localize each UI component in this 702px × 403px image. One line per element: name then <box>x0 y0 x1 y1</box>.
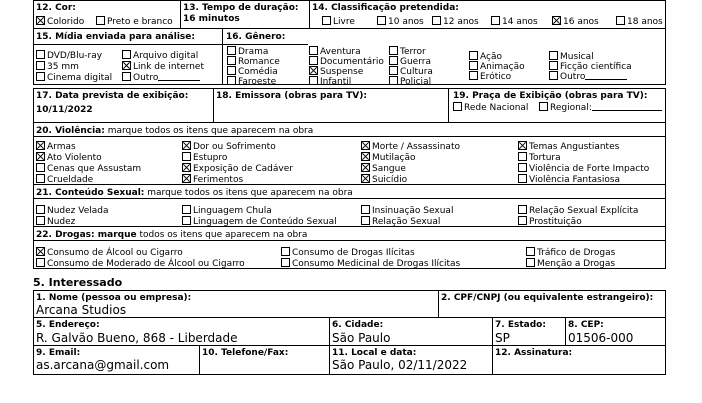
nome-value[interactable]: Arcana Studios <box>36 303 127 317</box>
option-preto-branco[interactable] <box>96 16 173 27</box>
option-regional[interactable] <box>539 102 662 113</box>
option-label: Colorido <box>47 17 85 27</box>
tempo-label: 13. Tempo de duração: <box>183 3 299 13</box>
option-label: Nudez Velada <box>47 206 109 216</box>
checkbox[interactable] <box>36 61 45 70</box>
option-arquivo-digital[interactable] <box>122 50 198 61</box>
field-endereco <box>33 317 330 346</box>
option-16-anos[interactable] <box>552 16 599 27</box>
assinatura-label: 12. Assinatura: <box>495 348 573 358</box>
tempo-value[interactable]: 16 minutos <box>183 14 240 24</box>
option-label: Documentário <box>320 57 384 67</box>
option-label: Violência Fantasiosa <box>529 175 621 185</box>
checkbox[interactable] <box>518 205 527 214</box>
option-label: Insinuação Sexual <box>372 206 454 216</box>
checkbox[interactable] <box>549 51 558 60</box>
field-cpf <box>438 290 666 318</box>
cep-label: 8. CEP: <box>568 320 604 330</box>
checkbox[interactable] <box>518 174 527 183</box>
outro-genero-line[interactable] <box>585 79 627 80</box>
checkbox[interactable] <box>36 216 45 225</box>
checkbox[interactable] <box>361 216 370 225</box>
option-label: Arquivo digital <box>133 51 199 61</box>
option-label: Preto e branco <box>107 17 173 27</box>
option-cenas-assustam[interactable] <box>36 163 141 174</box>
checkbox[interactable] <box>361 141 370 150</box>
option-label: Linguagem Chula <box>193 206 272 216</box>
checkbox[interactable] <box>122 72 131 81</box>
checkbox[interactable] <box>389 56 398 65</box>
cidade-label: 6. Cidade: <box>332 320 384 330</box>
checkbox[interactable] <box>469 51 478 60</box>
checkbox[interactable] <box>36 72 45 81</box>
option-dor-sofrimento[interactable] <box>182 141 276 152</box>
option-label: 35 mm <box>47 62 79 72</box>
checkbox[interactable] <box>36 205 45 214</box>
endereco-label: 5. Endereço: <box>36 320 100 330</box>
checkbox[interactable] <box>361 205 370 214</box>
option-policial[interactable] <box>389 76 431 87</box>
checkbox[interactable] <box>36 247 45 256</box>
estado-value[interactable]: SP <box>495 331 510 345</box>
option-relacao-explicita[interactable] <box>518 205 638 216</box>
option-rede-nacional[interactable] <box>453 102 528 113</box>
drogas-header <box>36 230 307 240</box>
checkbox[interactable] <box>182 141 191 150</box>
sexual-instruction: marque todos os itens que aparecem na obra <box>144 188 353 198</box>
checkbox[interactable] <box>322 16 331 25</box>
violencia-label: 20. Violência: <box>36 126 105 136</box>
option-14-anos[interactable] <box>491 16 538 27</box>
option-mutilacao[interactable] <box>361 152 415 163</box>
checkbox[interactable] <box>526 258 535 267</box>
field-telefone <box>199 345 330 375</box>
checkbox[interactable] <box>377 16 386 25</box>
option-label: Aventura <box>320 47 361 57</box>
option-label: Ato Violento <box>47 153 102 163</box>
option-label: Suicídio <box>372 175 408 185</box>
drogas-instruction-bold: marque <box>94 230 137 240</box>
option-label: Linguagem de Conteúdo Sexual <box>193 217 337 227</box>
checkbox[interactable] <box>36 152 45 161</box>
checkbox[interactable] <box>453 102 462 111</box>
option-label: Estupro <box>193 153 228 163</box>
option-drogas-ilicitas[interactable] <box>281 247 415 258</box>
checkbox[interactable] <box>518 216 527 225</box>
option-label: 16 anos <box>563 17 599 27</box>
option-label: Regional: <box>550 103 592 113</box>
cpf-label: 2. CPF/CNPJ (ou equivalente estrangeiro): <box>441 293 654 303</box>
option-label: Link de internet <box>133 62 204 72</box>
option-label: 14 anos <box>502 17 538 27</box>
option-label: Comédia <box>238 67 278 77</box>
field-tempo <box>180 0 310 29</box>
checkbox[interactable] <box>96 16 105 25</box>
checkbox[interactable] <box>539 102 548 111</box>
option-label: DVD/Blu-ray <box>47 51 103 61</box>
checkbox[interactable] <box>309 76 318 85</box>
option-label: Drama <box>238 47 269 57</box>
drogas-label: 22. Drogas: <box>36 230 95 240</box>
checkbox[interactable] <box>389 66 398 75</box>
option-sangue[interactable] <box>361 163 406 174</box>
checkbox[interactable] <box>389 76 398 85</box>
field-praca <box>448 88 666 123</box>
checkbox[interactable] <box>552 16 561 25</box>
option-violencia-forte[interactable] <box>518 163 649 174</box>
endereco-value[interactable]: R. Galvão Bueno, 868 - Liberdade <box>36 331 238 345</box>
praca-label: 19. Praça de Exibição (obras para TV): <box>453 91 648 101</box>
option-label: Ficção científica <box>560 62 632 72</box>
field-emissora <box>213 88 449 123</box>
genero-label: 16. Gênero: <box>226 32 286 42</box>
option-nudez-velada[interactable] <box>36 205 109 216</box>
field-assinatura <box>492 345 666 375</box>
option-tortura[interactable] <box>518 152 561 163</box>
option-label: Exposição de Cadáver <box>193 164 293 174</box>
option-label: Ação <box>480 52 502 62</box>
option-colorido[interactable] <box>36 16 84 27</box>
option-label: Faroeste <box>238 77 277 87</box>
checkbox[interactable] <box>469 61 478 70</box>
checkbox[interactable] <box>36 174 45 183</box>
classificacao-label: 14. Classificação pretendida: <box>312 3 459 13</box>
local-data-value[interactable]: São Paulo, 02/11/2022 <box>332 358 468 372</box>
option-morte[interactable] <box>361 141 460 152</box>
checkbox[interactable] <box>227 56 236 65</box>
cep-value[interactable]: 01506-000 <box>568 331 634 345</box>
option-35mm[interactable] <box>36 61 79 72</box>
outro-midia-line[interactable] <box>158 80 200 81</box>
option-label: Cultura <box>400 67 433 77</box>
regional-line[interactable] <box>592 110 662 111</box>
option-ato-violento[interactable] <box>36 152 102 163</box>
cidade-value[interactable]: São Paulo <box>332 331 391 345</box>
option-dvd[interactable] <box>36 50 102 61</box>
violencia-instruction: marque todos os itens que aparecem na obra <box>104 126 314 136</box>
checkbox[interactable] <box>122 50 131 59</box>
field-cidade <box>329 317 493 346</box>
option-label: Dor ou Sofrimento <box>193 142 276 152</box>
checkbox[interactable] <box>309 56 318 65</box>
field-classificacao <box>309 0 666 29</box>
option-erotico[interactable] <box>469 71 511 82</box>
field-estado <box>492 317 566 346</box>
option-link-internet[interactable] <box>122 61 204 72</box>
option-label: Tráfico de Drogas <box>537 248 616 258</box>
checkbox[interactable] <box>227 46 236 55</box>
option-outro-genero[interactable] <box>549 71 627 82</box>
option-label: Outro <box>560 72 586 82</box>
option-12-anos[interactable] <box>432 16 479 27</box>
option-label: Erótico <box>480 72 512 82</box>
field-genero <box>222 28 666 85</box>
checkbox[interactable] <box>182 205 191 214</box>
option-label: Livre <box>333 17 355 27</box>
option-label: Armas <box>47 142 76 152</box>
checkbox[interactable] <box>491 16 500 25</box>
option-label: Musical <box>560 52 594 62</box>
checkbox[interactable] <box>36 16 45 25</box>
checkbox[interactable] <box>122 61 131 70</box>
option-label: Ferimentos <box>193 175 244 185</box>
checkbox[interactable] <box>182 216 191 225</box>
checkbox[interactable] <box>309 46 318 55</box>
option-mencao-drogas[interactable] <box>526 258 615 269</box>
option-faroeste[interactable] <box>227 76 276 87</box>
option-label: Animação <box>480 62 525 72</box>
checkbox[interactable] <box>389 46 398 55</box>
option-label: Prostituição <box>529 217 582 227</box>
option-10-anos[interactable] <box>377 16 424 27</box>
field-sexual <box>33 184 666 227</box>
field-midia <box>33 28 223 85</box>
checkbox[interactable] <box>549 61 558 70</box>
checkbox[interactable] <box>182 152 191 161</box>
checkbox[interactable] <box>36 258 45 267</box>
option-label: Relação Sexual <box>372 217 441 227</box>
checkbox[interactable] <box>36 141 45 150</box>
option-label: 12 anos <box>443 17 479 27</box>
estado-label: 7. Estado: <box>495 320 546 330</box>
checkbox[interactable] <box>526 247 535 256</box>
option-trafico[interactable] <box>526 247 615 258</box>
section-heading-interessado: 5. Interessado <box>33 276 123 289</box>
local-data-label: 11. Local e data: <box>332 348 417 358</box>
checkbox[interactable] <box>361 152 370 161</box>
checkbox[interactable] <box>281 258 290 267</box>
checkbox[interactable] <box>361 174 370 183</box>
telefone-label: 10. Telefone/Fax: <box>202 348 289 358</box>
field-cep <box>565 317 666 346</box>
field-local-data <box>329 345 493 375</box>
option-label: Rede Nacional <box>464 103 529 113</box>
option-temas-angustiantes[interactable] <box>518 141 619 152</box>
option-label: Nudez <box>47 217 76 227</box>
email-label: 9. Email: <box>36 348 81 358</box>
data-prevista-value[interactable]: 10/11/2022 <box>36 105 93 115</box>
checkbox[interactable] <box>518 141 527 150</box>
data-prevista-label: 17. Data prevista de exibição: <box>36 91 189 101</box>
field-violencia <box>33 122 666 185</box>
checkbox[interactable] <box>36 163 45 172</box>
sexual-header <box>36 188 353 198</box>
field-data-prevista <box>33 88 214 123</box>
checkbox[interactable] <box>227 66 236 75</box>
option-consumo-medicinal[interactable] <box>281 258 460 269</box>
option-label: Outro <box>133 73 159 83</box>
option-label: Temas Angustiantes <box>529 142 620 152</box>
option-consumo-alcool[interactable] <box>36 247 183 258</box>
option-label: Relação Sexual Explícita <box>529 206 639 216</box>
option-label: 10 anos <box>388 17 424 27</box>
option-armas[interactable] <box>36 141 76 152</box>
option-linguagem-chula[interactable] <box>182 205 272 216</box>
violencia-header <box>36 126 313 136</box>
checkbox[interactable] <box>227 76 236 85</box>
option-outro-midia[interactable] <box>122 72 200 83</box>
checkbox[interactable] <box>432 16 441 25</box>
option-label: Consumo de Moderado de Álcool ou Cigarro <box>47 259 245 269</box>
field-drogas <box>33 226 666 269</box>
checkbox[interactable] <box>518 152 527 161</box>
option-label: Cenas que Assustam <box>47 164 142 174</box>
option-label: Violência de Forte Impacto <box>529 164 650 174</box>
option-label: Mutilação <box>372 153 416 163</box>
field-email <box>33 345 200 375</box>
sexual-label: 21. Conteúdo Sexual: <box>36 188 145 198</box>
option-label: Policial <box>400 77 432 87</box>
option-label: Crueldade <box>47 175 94 185</box>
option-label: Cinema digital <box>47 73 113 83</box>
option-exposicao-cadaver[interactable] <box>182 163 293 174</box>
option-label: Romance <box>238 57 280 67</box>
option-label: Consumo de Drogas Ilícitas <box>292 248 415 258</box>
option-label: Guerra <box>400 57 431 67</box>
drogas-instruction: todos os itens que aparecem na obra <box>136 230 308 240</box>
option-18-anos[interactable] <box>616 16 663 27</box>
emissora-label: 18. Emissora (obras para TV): <box>216 91 367 101</box>
option-livre[interactable] <box>322 16 355 27</box>
nome-label: 1. Nome (pessoa ou empresa): <box>36 293 192 303</box>
option-label: Morte / Assassinato <box>372 142 460 152</box>
checkbox[interactable] <box>182 174 191 183</box>
option-cinema-digital[interactable] <box>36 72 112 83</box>
option-label: Infantil <box>320 77 352 87</box>
option-insinuacao-sexual[interactable] <box>361 205 453 216</box>
option-label: Sangue <box>372 164 406 174</box>
checkbox[interactable] <box>518 163 527 172</box>
field-cor <box>33 0 181 29</box>
checkbox[interactable] <box>361 163 370 172</box>
checkbox[interactable] <box>549 71 558 80</box>
option-consumo-moderado[interactable] <box>36 258 245 269</box>
option-label: 18 anos <box>627 17 663 27</box>
checkbox[interactable] <box>281 247 290 256</box>
checkbox[interactable] <box>469 71 478 80</box>
option-infantil[interactable] <box>309 76 351 87</box>
option-label: Menção a Drogas <box>537 259 616 269</box>
option-label: Terror <box>400 47 426 57</box>
option-label: Consumo de Álcool ou Cigarro <box>47 248 183 258</box>
email-value[interactable]: as.arcana@gmail.com <box>36 358 170 372</box>
cor-label: 12. Cor: <box>36 3 76 13</box>
midia-label: 15. Mídia enviada para análise: <box>36 32 195 42</box>
field-nome <box>33 290 439 318</box>
option-label: Suspense <box>320 67 364 77</box>
checkbox[interactable] <box>309 66 318 75</box>
checkbox[interactable] <box>182 163 191 172</box>
option-estupro[interactable] <box>182 152 227 163</box>
checkbox[interactable] <box>616 16 625 25</box>
option-label: Tortura <box>529 153 561 163</box>
option-label: Consumo Medicinal de Drogas Ilícitas <box>292 259 461 269</box>
checkbox[interactable] <box>36 50 45 59</box>
